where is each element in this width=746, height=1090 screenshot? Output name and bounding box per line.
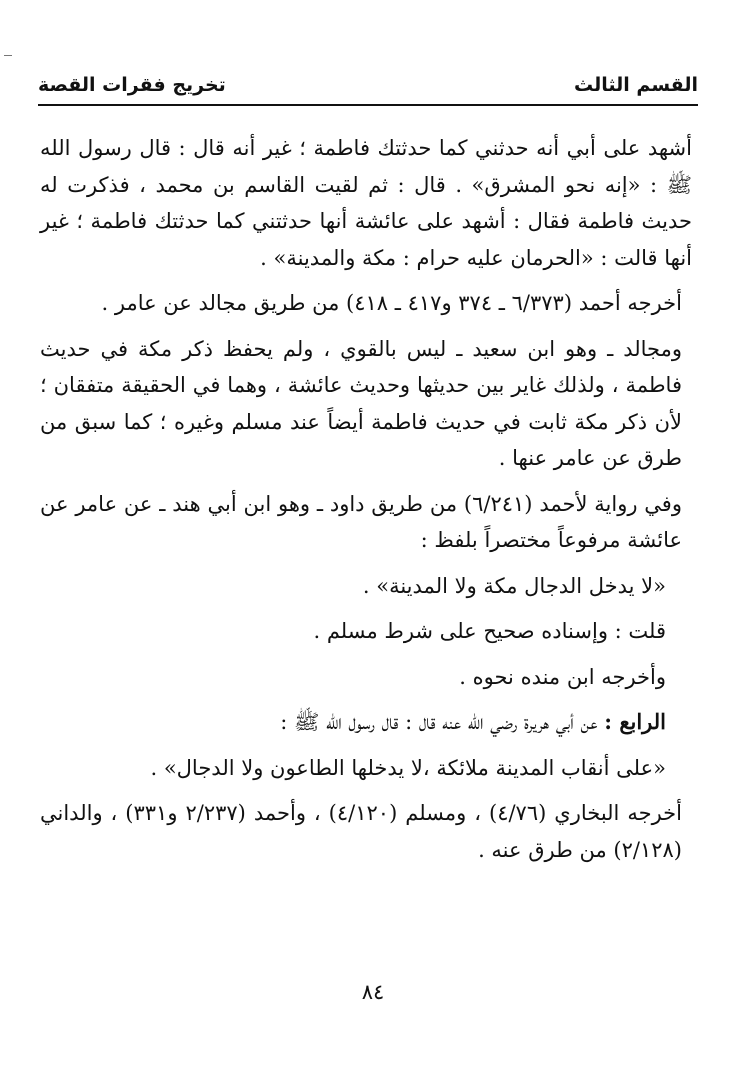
paragraph-1: أشهد على أبي أنه حدثني كما حدثتك فاطمة ؛ غير أنه قال : قال رسول الله ﷺ : «إنه نحو المشرق» . قال : ثم لقيت القاسم بن محمد ، فذكرت له حديث فاطمة فقال : أشهد على عائشة أنها حدثتني كما حدثتك فاطمة ؛ غير أنها قالت : «الحرمان عليه حرام : مكة والمدينة» . bbox=[40, 136, 692, 270]
paragraph-8-text: عن أبي هريرة رضي الله عنه قال : قال رسول الله ﷺ : bbox=[280, 710, 598, 734]
fourth-label: الرابع : bbox=[604, 709, 666, 734]
paragraph-8 bbox=[40, 704, 692, 741]
paragraph-6: قلت : وإسناده صحيح على شرط مسلم . bbox=[313, 619, 666, 643]
paragraph-5: «لا يدخل الدجال مكة ولا المدينة» . bbox=[362, 573, 666, 598]
margin-mark bbox=[4, 55, 12, 56]
page-number: ٨٤ bbox=[361, 980, 385, 1004]
paragraph-10: أخرجه البخاري (٤/٧٦) ، ومسلم (٤/١٢٠) ، وأحمد (٢/٢٣٧ و٣٣١) ، والداني (٢/١٢٨) من طرق عنه . bbox=[40, 801, 683, 862]
paragraph-9: «على أنقاب المدينة ملائكة ،لا يدخلها الطاعون ولا الدجال» . bbox=[150, 755, 666, 780]
paragraph-4: وفي رواية لأحمد (٦/٢٤١) من طريق داود ـ وهو ابن أبي هند ـ عن عامر عن عائشة مرفوعاً مختصراً بلفظ : bbox=[40, 491, 682, 552]
header-rule bbox=[38, 104, 698, 106]
body-text bbox=[40, 130, 692, 877]
header-title: تخريج فقرات القصة bbox=[38, 74, 226, 96]
paragraph-3: ومجالد ـ وهو ابن سعيد ـ ليس بالقوي ، ولم يحفظ ذكر مكة في حديث فاطمة ، ولذلك غاير بين حديثها وحديث عائشة ، وهما في الحقيقة متفقان ؛ لأن ذكر مكة ثابت في حديث فاطمة أيضاً عند مسلم وغيره ؛ كما سبق من طرق عن عامر عنها . bbox=[40, 336, 682, 470]
header-section: القسم الثالث bbox=[574, 74, 698, 96]
paragraph-2: أخرجه أحمد (٦/٣٧٣ ـ ٣٧٤ و٤١٧ ـ ٤١٨) من طريق مجالد عن عامر . bbox=[101, 291, 682, 315]
running-header bbox=[38, 68, 698, 102]
paragraph-7: وأخرجه ابن منده نحوه . bbox=[459, 664, 666, 689]
